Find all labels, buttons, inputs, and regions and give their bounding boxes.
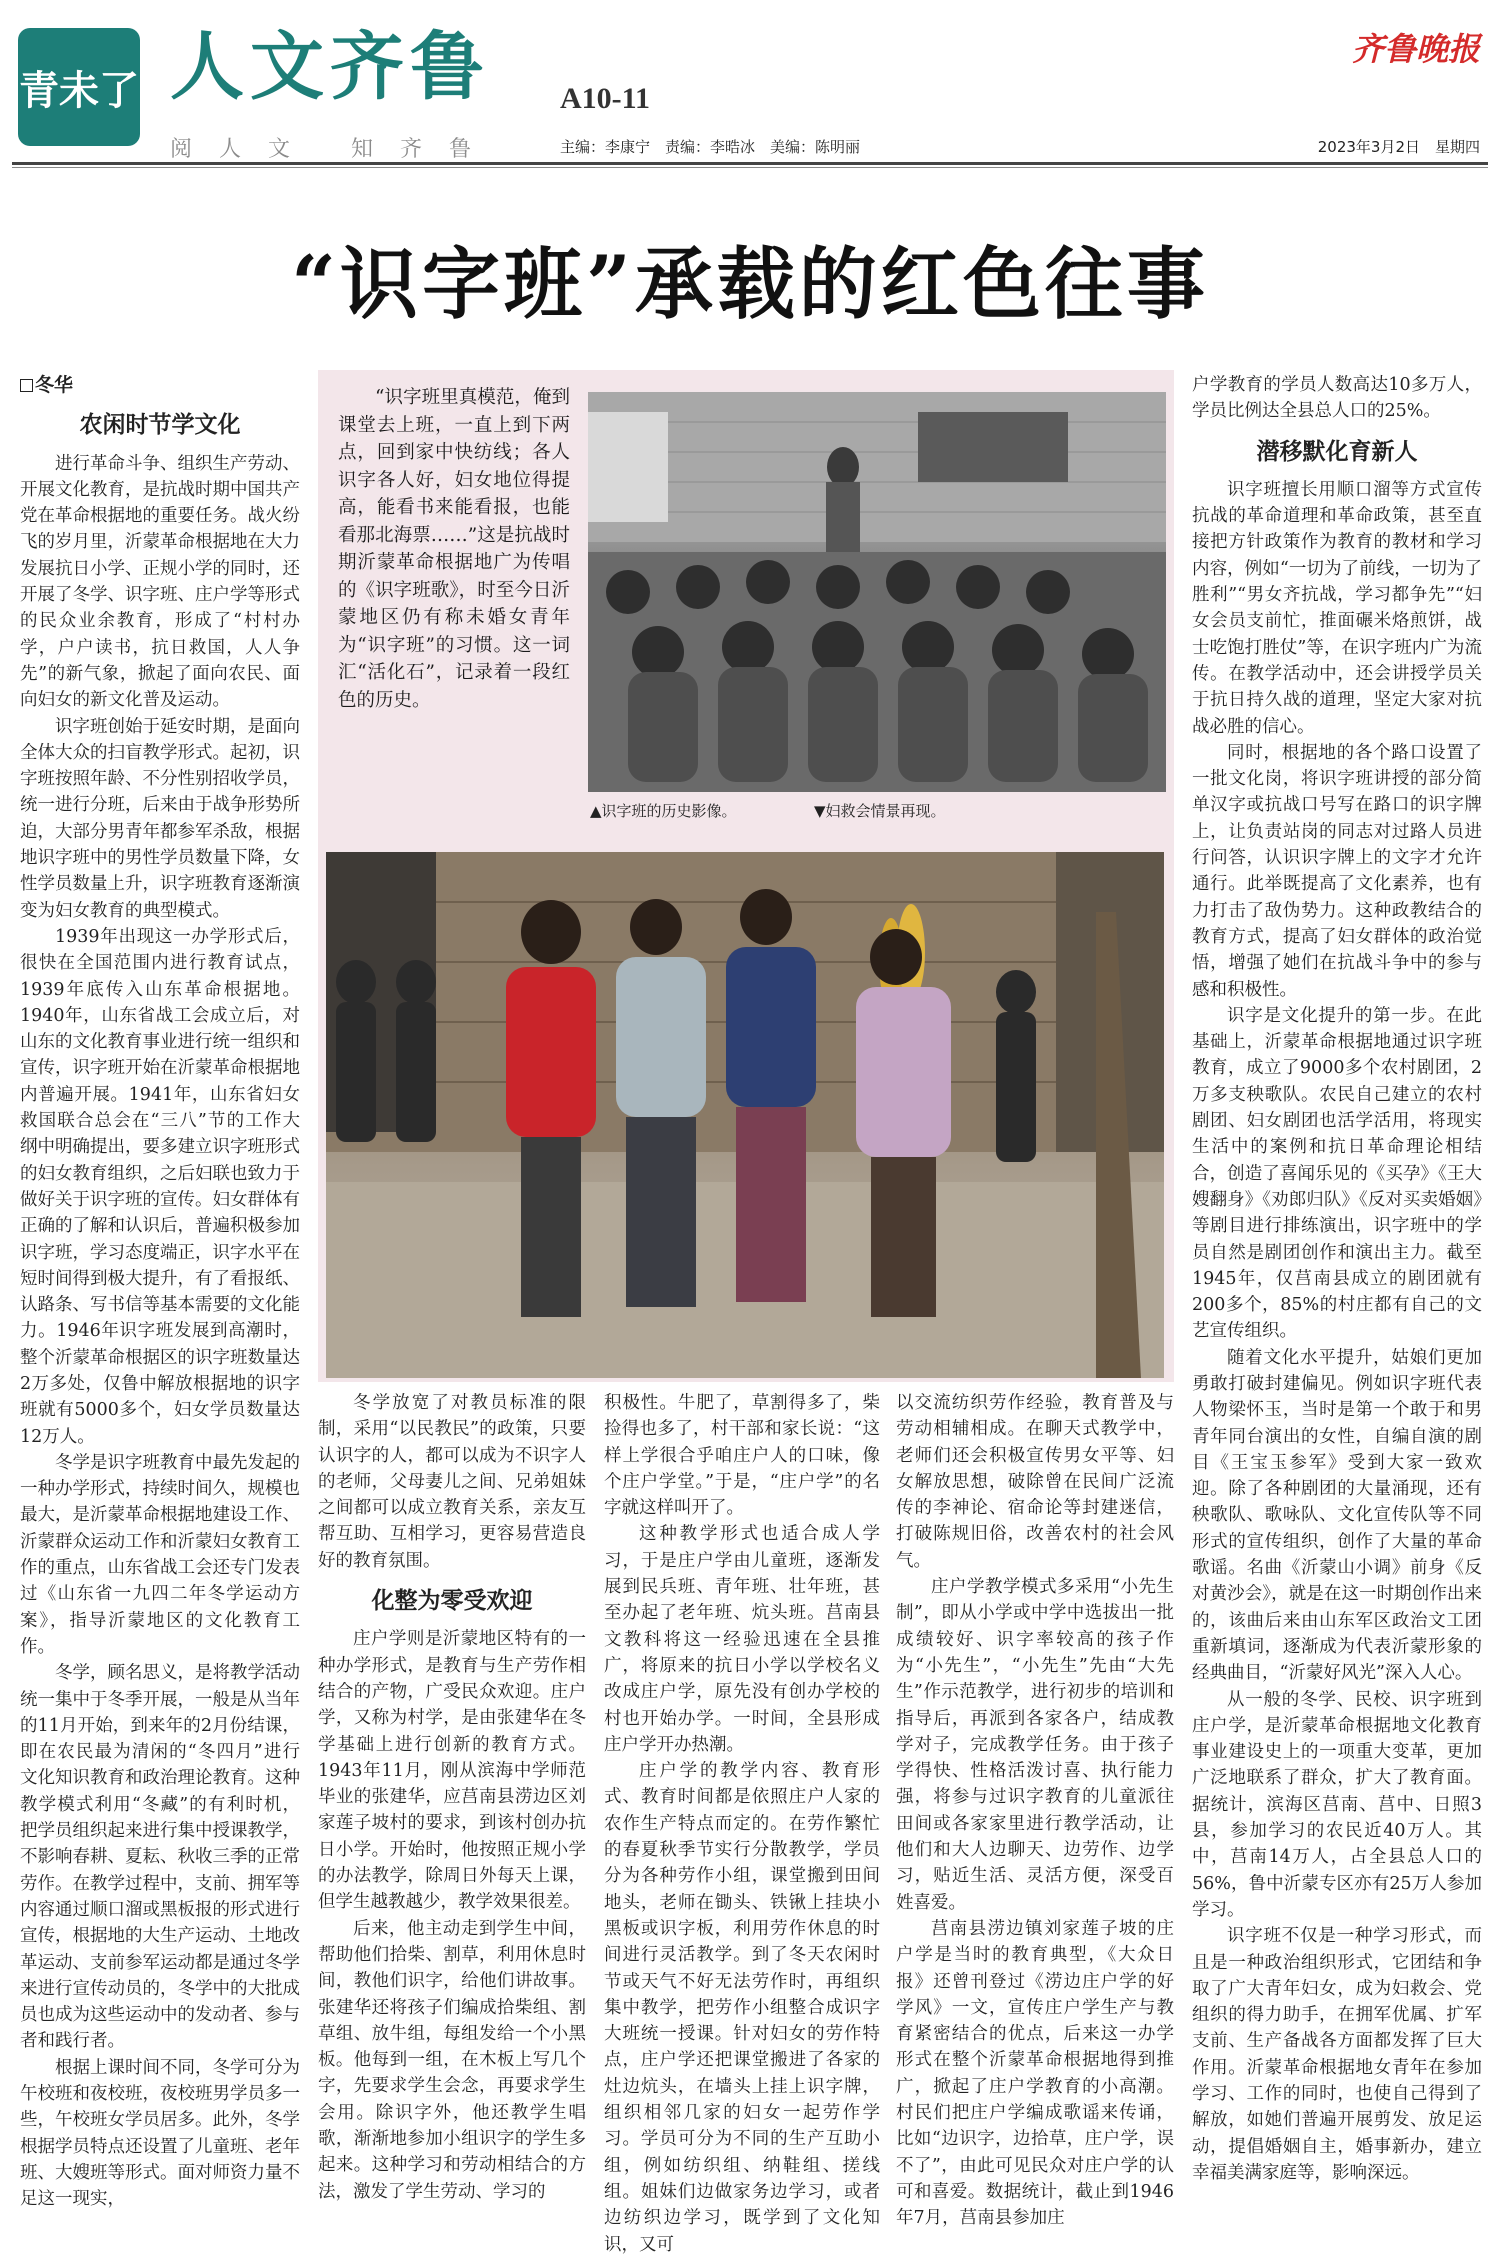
- photo-caption-2: ▼妇救会情景再现。: [814, 802, 946, 820]
- paragraph: 庄户学教学模式多采用“小先生制”，即从小学或中学中选拔出一批成绩较好、识字率较高的孩子作为“小先生”，“小先生”先由“大先生”作示范教学，进行初步的培训和指导后，再派到各家各户，结成教学对子，完成教学任务。由于孩子学得快、性格活泼讨喜、执行能力强，将参与过识字教育的儿童派往田间或各家家里进行教学活动，让他们和大人边聊天、边劳作、边学习，贴近生活、灵活方便，深受百姓喜爱。: [896, 1577, 1174, 1913]
- editor-credits: 主编：李康宁 责编：李晧冰 美编：陈明丽: [560, 138, 861, 156]
- pull-quote: [338, 384, 570, 714]
- article-column-2: [318, 1390, 586, 2202]
- paragraph: 冬学，顾名思义，是将教学活动统一集中于冬季开展，一般是从当年的11月开始，到来年的2月份结课，即在农民最为清闲的“冬四月”进行文化知识教育和政治理论教育。这种教学模式利用“冬藏”的有利时机，把学员组织起来进行集中授课教学，不影响春耕、夏耘、秋收三季的正常劳作。在教学过程中，支前、拥军等内容通过顺口溜或黑板报的形式进行宣传，根据地的大生产运动、土地改革运动、支前参军运动都是通过冬学来进行宣传动员的，冬学中的大批成员也成为这些运动中的发动者、参与者和践行者。: [20, 1663, 300, 2052]
- paragraph: 从一般的冬学、民校、识字班到庄户学，是沂蒙革命根据地文化教育事业建设史上的一项重大变革，更加广泛地联系了群众，扩大了教育面。据统计，滨海区莒南、莒中、日照3县，参加学习的农民近40万人。其中，莒南14万人，占全县总人口的56%，鲁中沂蒙专区亦有25万人参加学习。: [1192, 1689, 1482, 1920]
- article-headline: “识字班”承载的红色往事: [291, 239, 1209, 330]
- paragraph: 识字是文化提升的第一步。在此基础上，沂蒙革命根据地通过识字班教育，成立了9000多个农村剧团，2万多支秧歌队。农民自己建立的农村剧团、妇女剧团也活学活用，将现实生活中的案例和抗日革命理论相结合，创造了喜闻乐见的《买孕》《王大嫂翻身》《劝郎归队》《反对买卖婚姻》等剧目进行排练演出，识字班中的学员自然是剧团创作和演出主力。截至1945年，仅莒南县成立的剧团就有200多个，85%的村庄都有自己的文艺宣传组织。: [1192, 1005, 1482, 1342]
- paragraph: 识字班不仅是一种学习形式，而且是一种政治组织形式，它团结和争取了广大青年妇女，成为妇救会、党组织的得力助手，在拥军优属、扩军支前、生产备战各方面都发挥了巨大作用。沂蒙革命根据地女青年在参加学习、工作的同时，也使自己得到了解放，如她们普遍开展剪发、放足运动，提倡婚姻自主，婚事新办，建立幸福美满家庭等，影响深远。: [1192, 1926, 1482, 2183]
- paragraph: 随着文化水平提升，姑娘们更加勇敢打破封建偏见。例如识字班代表人物梁怀玉，当时是第一个敢于和男青年同台演出的女性，自编自演的剧目《王宝玉参军》受到大家一致欢迎。除了各种剧团的大量涌现，还有秧歌队、歌咏队、文化宣传队等不同形式的宣传组织，创作了大量的革命歌谣。名曲《沂蒙山小调》前身《反对黄沙会》，就是在这一时期创作出来的，该曲后来由山东军区政治文工团重新填词，逐渐成为代表沂蒙形象的经典曲目，“沂蒙好风光”深入人心。: [1192, 1347, 1482, 1684]
- paragraph: 庄户学则是沂蒙地区特有的一种办学形式，是教育与生产劳作相结合的产物，广受民众欢迎。庄户学，又称为村学，是由张建华在冬学基础上进行创新的教育方式。1943年11月，刚从滨海中学师范毕业的张建华，应莒南县涝边区刘家莲子坡村的要求，到该村创办抗日小学。开始时，他按照正规小学的办法教学，除周日外每天上课，但学生越教越少，教学效果很差。: [318, 1629, 586, 1913]
- paragraph: 户学教育的学员人数高达10多万人，学员比例达全县总人口的25%。: [1192, 375, 1482, 422]
- paragraph: 识字班擅长用顺口溜等方式宣传抗战的革命道理和革命政策，甚至直接把方针政策作为教育的教材和学习内容，例如“一切为了前线，一切为了胜利”“男女齐抗战，学习都争先”“妇女会员支前忙，推面碾米烙煎饼，战士吃饱打胜仗”等，在识字班内广为流传。在教学活动中，还会讲授学员关于抗日持久战的道理，坚定大家对抗战必胜的信心。: [1192, 479, 1482, 737]
- paragraph: 冬学是识字班教育中最先发起的一种办学形式，持续时间久，规模也最大，是沂蒙革命根据地建设工作、沂蒙群众运动工作和沂蒙妇女教育工作的重点，山东省战工会还专门发表过《山东省一九四二年冬学运动方案》，指导沂蒙地区的文化教育工作。: [20, 1452, 300, 1657]
- header-divider-thin: [12, 167, 1488, 168]
- header-divider: [12, 162, 1488, 165]
- article-column-3: [604, 1390, 880, 2255]
- paragraph: 庄户学的教学内容、教育形式、教育时间都是依照庄户人家的农作生产特点而定的。在劳作繁忙的春夏秋季节实行分散教学，学员分为各种劳作小组，课堂搬到田间地头，老师在锄头、铁锹上挂块小黑板或识字板，利用劳作休息的时间进行灵活教学。到了冬天农闲时节或天气不好无法劳作时，再组织集中教学，把劳作小组整合成识字大班统一授课。针对妇女的劳作特点，庄户学还把课堂搬进了各家的灶边炕头，在墙头上挂上识字牌，组织相邻几家的妇女一起劳作学习。学员可分为不同的生产互助小组，例如纺织组、纳鞋组、搓线组。姐妹们边做家务边学习，或者边纺织边学习，既学到了文化知识，又可: [604, 1761, 880, 2255]
- pull-quote-text: “识字班里真模范，俺到课堂去上班，一直上到下两点，回到家中快纺线；各人识字各人好，妇女地位得提高，能看书来能看报，也能看那北海票……”这是抗战时期沂蒙革命根据地广为传唱的《识字班歌》，时至今日沂蒙地区仍有称未婚女青年为“识字班”的习惯。这一词汇“活化石”，记录着一段红色的历史。: [338, 387, 570, 711]
- paragraph: 莒南县涝边镇刘家莲子坡的庄户学是当时的教育典型，《大众日报》还曾刊登过《涝边庄户学的好学风》一文，宣传庄户学生产与教育紧密结合的优点，后来这一办学形式在整个沂蒙革命根据地得到推广，掀起了庄户学教育的小高潮。村民们把庄户学编成歌谣来传诵，比如“边识字，边拾草，庄户学，误不了”，由此可见民众对庄户学的认可和喜爱。数据统计，截止到1946年7月，莒南县参加庄: [896, 1918, 1174, 2229]
- historical-photo: [588, 392, 1166, 790]
- historical-photo-illustration: [588, 392, 1166, 790]
- paragraph: 根据上课时间不同，冬学可分为午校班和夜校班，夜校班男学员多一些，午校班女学员居多。此外，冬学根据学员特点还设置了儿童班、老年班、大嫂班等形式。面对师资力量不足这一现实，: [20, 2057, 300, 2210]
- subheading-2: 化整为零受欢迎: [371, 1587, 533, 1615]
- paragraph: 同时，根据地的各个路口设置了一批文化岗，将识字班讲授的部分简单汉字或抗战口号写在路口的识字牌上，让负责站岗的同志对过路人员进行问答，认识识字牌上的文字才允许通行。此举既提高了文化素养，也有力打击了敌伪势力。这种政教结合的教育方式，提高了妇女群体的政治觉悟，增强了她们在抗战斗争中的参与感和积极性。: [1192, 742, 1482, 1000]
- subheading-1: 农闲时节学文化: [79, 411, 241, 439]
- byline-box-icon: [20, 379, 33, 392]
- paragraph: 进行革命斗争、组织生产劳动、开展文化教育，是抗战时期中国共产党在革命根据地的重要任务。战火纷飞的岁月里，沂蒙革命根据地在大力发展抗日小学、正规小学的同时，还开展了冬学、识字班、庄户学等形式的民众业余教育，形成了“村村办学，户户读书，抗日救国，人人争先”的新气象，掀起了面向农民、面向妇女的新文化普及运动。: [20, 453, 300, 711]
- photo-caption-1: ▲识字班的历史影像。: [590, 802, 737, 820]
- column-slogan: 阅人文 知齐鲁: [170, 137, 498, 162]
- article-column-5: [1192, 372, 1482, 2192]
- issue-date: 2023年3月2日 星期四: [1317, 138, 1480, 156]
- article-column-1: [20, 372, 300, 2210]
- section-logo: [18, 28, 140, 146]
- article-column-4: [896, 1390, 1174, 2229]
- column-name: 人文齐鲁: [170, 24, 490, 110]
- newspaper-masthead: 齐鲁晚报: [1351, 30, 1480, 68]
- reenactment-photo-illustration: [326, 852, 1164, 1378]
- paragraph: 这种教学形式也适合成人学习，于是庄户学由儿童班，逐渐发展到民兵班、青年班、壮年班，甚至办起了老年班、炕头班。莒南县文教科将这一经验迅速在全县推广，将原来的抗日小学以学校名义改成庄户学，原先没有创办学校的村也开始办学。一时间，全县形成庄户学开办热潮。: [604, 1524, 880, 1755]
- paragraph: 1939年出现这一办学形式后，很快在全国范围内进行教育试点，1939年底传入山东革命根据地。1940年，山东省战工会成立后，对山东的文化教育事业进行统一组织和宣传，识字班开始在沂蒙革命根据地内普遍开展。1941年，山东省妇女救国联合总会在“三八”节的工作大纲中明确提出，要多建立识字班形式的妇女教育组织，之后妇联也致力于做好关于识字班的宣传。妇女群体有正确的了解和认识后，普遍积极参加识字班，学习态度端正，识字水平在短时间得到极大提升，有了看报纸、认路条、写书信等基本需要的文化能力。1946年识字班发展到高潮时，整个沂蒙革命根据区的识字班数量达2万多处，仅鲁中解放根据地的识字班就有5000多个，妇女学员数量达12万人。: [20, 926, 300, 1447]
- paragraph: 后来，他主动走到学生中间，帮助他们拾柴、割草，利用休息时间，教他们识字，给他们讲故事。张建华还将孩子们编成拾柴组、割草组、放牛组，每组发给一个小黑板。他每到一组，在木板上写几个字，先要求学生会念，再要求学生会用。除识字外，他还教学生唱歌，渐渐地参加小组识字的学生多起来。这种学习和劳动相结合的方法，激发了学生劳动、学习的: [318, 1918, 586, 2202]
- subheading-3: 潜移默化育新人: [1256, 437, 1418, 465]
- paragraph: 以交流纺织劳作经验，教育普及与劳动相辅相成。在聊天式教学中，老师们还会积极宣传男女平等、妇女解放思想，破除曾在民间广泛流传的李神论、宿命论等封建迷信，打破陈规旧俗，改善农村的社会风气。: [896, 1393, 1174, 1571]
- reenactment-photo: [326, 852, 1164, 1378]
- author-name: 冬华: [35, 374, 74, 396]
- byline: [20, 372, 300, 398]
- paragraph: 识字班创始于延安时期，是面向全体大众的扫盲教学形式。起初，识字班按照年龄、不分性别招收学员，统一进行分班，后来由于战争形势所迫，大部分男青年都参军杀敌，根据地识字班中的男性学员数量下降，女性学员数量上升，识字班教育逐渐演变为妇女教育的典型模式。: [20, 716, 300, 921]
- page-numbers: A10-11: [560, 82, 650, 115]
- section-logo-text: 青未了: [19, 67, 139, 114]
- paragraph: 冬学放宽了对教员标准的限制，采用“以民教民”的政策，只要认识字的人，都可以成为不识字人的老师，父母妻儿之间、兄弟姐妹之间都可以成立教育关系，亲友互帮互助、互相学习，更容易营造良好的教育氛围。: [318, 1393, 586, 1571]
- paragraph: 积极性。牛肥了，草割得多了，柴捡得也多了，村干部和家长说：“这样上学很合乎咱庄户人的口味，像个庄户学堂。”于是，“庄户学”的名字就这样叫开了。: [604, 1393, 880, 1519]
